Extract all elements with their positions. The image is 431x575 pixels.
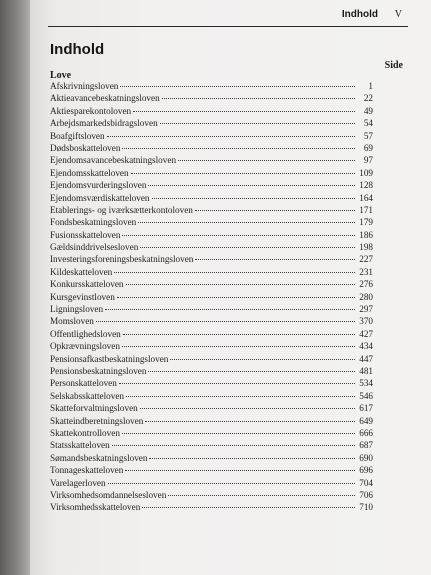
toc-entry-page: 690 — [359, 452, 373, 463]
toc-leader-dots — [145, 421, 355, 422]
toc-entry-name: Offentlighedsloven — [50, 328, 121, 339]
toc-entry — [50, 192, 373, 204]
toc-leader-dots — [140, 247, 355, 248]
toc-entry — [50, 452, 373, 464]
toc-entry-page: 179 — [359, 217, 373, 228]
toc-entry-name: Virksomhedsomdannelsesloven — [50, 489, 167, 500]
toc-entry — [50, 377, 373, 389]
toc-entry-page: 434 — [359, 341, 373, 352]
toc-entry-page: 1 — [368, 81, 373, 91]
toc-entry-name: Etablerings- og iværksætterkontoloven — [50, 204, 193, 215]
toc-leader-dots — [107, 136, 355, 137]
toc-entry — [50, 489, 373, 501]
toc-leader-dots — [133, 111, 355, 112]
toc-leader-dots — [96, 321, 355, 322]
toc-entry — [50, 167, 373, 179]
page-number: V — [394, 9, 402, 20]
book-spine-shadow — [0, 0, 34, 575]
toc-leader-dots — [168, 495, 355, 496]
toc-entry-name: Personskatteloven — [50, 378, 117, 389]
toc-entry-page: 128 — [359, 180, 373, 191]
toc-entry-name: Aktieavancebeskatningsloven — [50, 93, 160, 104]
toc-leader-dots — [120, 86, 355, 87]
toc-entry — [50, 117, 373, 129]
toc-entry-page: 231 — [359, 266, 373, 277]
toc-entry-page: 198 — [359, 242, 373, 253]
toc-entry-page: 186 — [359, 229, 373, 240]
toc-entry-page: 276 — [359, 279, 373, 290]
toc-entry — [50, 365, 373, 377]
toc-entry-name: Varelagerloven — [50, 477, 106, 488]
toc-entry-page: 706 — [359, 489, 373, 500]
toc-entry — [50, 291, 373, 303]
toc-entry — [50, 142, 373, 154]
toc-entry-page: 546 — [359, 390, 373, 401]
toc-entry-page: 649 — [359, 415, 373, 426]
column-header-laws: Love — [50, 70, 72, 81]
toc-entry — [50, 278, 373, 290]
toc-entry-page: 696 — [359, 465, 373, 476]
toc-leader-dots — [117, 297, 355, 298]
toc-entry-page: 534 — [359, 378, 373, 389]
toc-leader-dots — [195, 210, 355, 211]
toc-leader-dots — [152, 198, 355, 199]
toc-title: Indhold — [50, 41, 105, 58]
toc-entry-name: Arbejdsmarkedsbidragsloven — [50, 118, 158, 129]
toc-entry-name: Skatteindberetningsloven — [50, 415, 144, 426]
toc-leader-dots — [140, 408, 355, 409]
toc-entry — [50, 340, 373, 352]
toc-entry-page: 97 — [363, 155, 373, 166]
page-header — [48, 0, 408, 27]
toc-entry-name: Boafgiftsloven — [50, 130, 105, 141]
toc-entry-name: Pensionsafkastbeskatningsloven — [50, 353, 169, 364]
toc-entry-page: 666 — [359, 427, 373, 438]
toc-entry-page: 171 — [359, 204, 373, 215]
toc-entry-name: Sømandsbeskatningsloven — [50, 452, 148, 463]
toc-entry-page: 57 — [363, 130, 373, 141]
toc-entry-name: Kildeskatteloven — [50, 266, 113, 277]
toc-entry-page: 447 — [359, 353, 373, 364]
toc-entry-page: 54 — [363, 118, 373, 129]
toc-entry-name: Skattekontrolloven — [50, 427, 120, 438]
toc-leader-dots — [112, 445, 355, 446]
toc-entry-name: Afskrivningsloven — [50, 81, 119, 91]
toc-entry — [50, 80, 373, 92]
toc-entry — [50, 130, 373, 142]
toc-entry-name: Konkursskatteloven — [50, 279, 124, 290]
toc-entry-name: Aktiesparekontoloven — [50, 105, 132, 116]
toc-entry — [50, 105, 373, 117]
toc-entry — [50, 501, 373, 513]
toc-entry-page: 427 — [359, 328, 373, 339]
book-page — [30, 0, 431, 575]
toc-entry-page: 687 — [359, 440, 373, 451]
toc-entry-name: Fondsbeskatningsloven — [50, 217, 137, 228]
toc-leader-dots — [170, 359, 355, 360]
toc-entry — [50, 253, 373, 265]
toc-entry-name: Tonnageskatteloven — [50, 465, 124, 476]
column-header-page: Side — [384, 60, 403, 71]
toc-leader-dots — [122, 433, 355, 434]
toc-entry — [50, 315, 373, 327]
toc-entry-page: 704 — [359, 477, 373, 488]
toc-entry — [50, 390, 373, 402]
toc-entry-page: 164 — [359, 192, 373, 203]
toc-entry-name: Selskabsskatteloven — [50, 390, 124, 401]
toc-entry — [50, 229, 373, 241]
toc-entry-name: Kursgevinstloven — [50, 291, 115, 302]
toc-entry — [50, 216, 373, 228]
toc-entry — [50, 303, 373, 315]
toc-leader-dots — [160, 123, 355, 124]
toc-entry — [50, 328, 373, 340]
toc-entry — [50, 402, 373, 414]
toc-entry-page: 370 — [359, 316, 373, 327]
toc-entry — [50, 439, 373, 451]
toc-list — [50, 80, 373, 514]
toc-entry — [50, 477, 373, 489]
toc-entry-page: 297 — [359, 304, 373, 315]
toc-entry-name: Fusionsskatteloven — [50, 229, 121, 240]
toc-entry-name: Statsskatteloven — [50, 440, 110, 451]
toc-leader-dots — [126, 396, 355, 397]
toc-entry-page: 710 — [359, 502, 373, 513]
toc-entry-name: Ligningsloven — [50, 304, 104, 315]
toc-entry-name: Investeringsforeningsbeskatningsloven — [50, 254, 194, 265]
toc-entry-page: 49 — [363, 105, 373, 116]
toc-entry — [50, 92, 373, 104]
toc-entry — [50, 415, 373, 427]
running-title: Indhold — [341, 9, 378, 20]
toc-leader-dots — [122, 346, 355, 347]
toc-entry-page: 280 — [359, 291, 373, 302]
toc-leader-dots — [122, 148, 355, 149]
toc-leader-dots — [108, 483, 355, 484]
toc-entry-page: 69 — [363, 142, 373, 153]
toc-entry-name: Ejendomsavancebeskatningsloven — [50, 155, 177, 166]
toc-leader-dots — [105, 309, 355, 310]
toc-leader-dots — [138, 222, 355, 223]
toc-leader-dots — [178, 160, 355, 161]
toc-leader-dots — [114, 272, 355, 273]
toc-entry-name: Gældsinddrivelsesloven — [50, 242, 139, 253]
toc-leader-dots — [123, 334, 355, 335]
toc-entry — [50, 427, 373, 439]
toc-entry-name: Virksomhedsskatteloven — [50, 502, 141, 513]
toc-entry — [50, 241, 373, 253]
toc-entry-name: Dødsboskatteloven — [50, 142, 121, 153]
toc-entry-name: Ejendomsværdiskatteloven — [50, 192, 150, 203]
toc-entry — [50, 353, 373, 365]
toc-leader-dots — [125, 470, 355, 471]
toc-entry-page: 481 — [359, 365, 373, 376]
toc-leader-dots — [126, 284, 356, 285]
toc-entry-page: 109 — [359, 167, 373, 178]
toc-entry-page: 617 — [359, 403, 373, 414]
toc-entry-name: Ejendomsvurderingsloven — [50, 180, 147, 191]
toc-leader-dots — [131, 173, 355, 174]
toc-entry-name: Momsloven — [50, 316, 94, 327]
toc-leader-dots — [162, 98, 355, 99]
toc-entry — [50, 266, 373, 278]
toc-entry-name: Ejendomsskatteloven — [50, 167, 129, 178]
toc-leader-dots — [148, 185, 355, 186]
toc-entry — [50, 154, 373, 166]
toc-entry-name: Pensionsbeskatningsloven — [50, 365, 147, 376]
toc-entry-name: Skatteforvaltningsloven — [50, 403, 138, 414]
toc-entry — [50, 464, 373, 476]
toc-leader-dots — [148, 371, 355, 372]
toc-leader-dots — [195, 259, 355, 260]
toc-entry-page: 227 — [359, 254, 373, 265]
toc-entry-name: Opkrævningsloven — [50, 341, 120, 352]
toc-leader-dots — [149, 458, 355, 459]
toc-leader-dots — [122, 235, 355, 236]
toc-entry — [50, 204, 373, 216]
toc-entry — [50, 179, 373, 191]
toc-leader-dots — [142, 507, 355, 508]
toc-entry-page: 22 — [363, 93, 373, 104]
toc-leader-dots — [119, 383, 355, 384]
